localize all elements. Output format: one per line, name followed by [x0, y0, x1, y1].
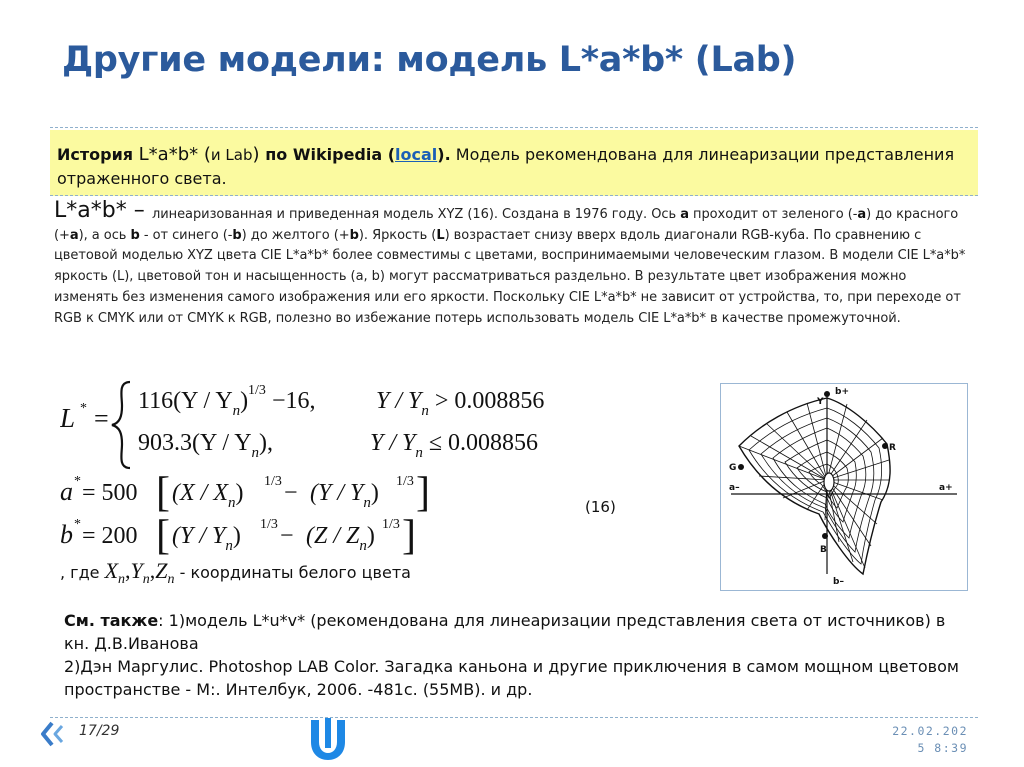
label-r: R: [889, 443, 896, 453]
svg-text:=: =: [94, 404, 109, 433]
lab-diagram-frame: [720, 383, 968, 591]
formula-a-y: $(Y / Y_n)$: [310, 480, 379, 511]
slide-date: [892, 723, 968, 757]
wikipedia-label: по Wikipedia (: [265, 145, 396, 164]
para-seg: a: [69, 227, 79, 243]
label-a-minus: a–: [729, 483, 740, 493]
label-b: B: [820, 545, 827, 555]
radial-mesh: [739, 398, 889, 568]
svg-text:1/3: 1/3: [264, 474, 282, 489]
lab-color-space-diagram: [721, 384, 967, 590]
page-number: 17/29: [79, 723, 120, 739]
diagram-markers: [738, 391, 888, 539]
svg-text:[: [: [156, 513, 170, 559]
and-lab-term: и Lab: [210, 146, 253, 164]
formula-a-label: a: [60, 477, 73, 506]
label-y: Y: [817, 397, 824, 407]
lab-term: L*a*b* (: [138, 144, 211, 165]
title-divider: [50, 127, 978, 128]
para-seg: линеаризованная и приведенная модель XYZ (16). Создана в 1976 году. Ось: [152, 207, 681, 222]
date-line1: 22.02.202: [892, 724, 968, 738]
see-also-line2: 2)Дэн Маргулис. Photoshop LAB Color. Загадка каньона и другие приключения в самом мощном цветовом пространстве - М:. Интелбук, 2006. -481с. (55МВ). и др.: [64, 657, 959, 699]
para-seg: L: [436, 227, 445, 243]
para-seg: a: [680, 207, 689, 222]
formula-l-row1-tail: −16,: [272, 388, 316, 414]
svg-text:]: ]: [416, 470, 430, 516]
svg-text:*: *: [74, 474, 81, 489]
formula-b-y: $(Y / Y_n)$: [172, 523, 241, 554]
navigation-arrows-icon[interactable]: [40, 720, 66, 748]
formula-a-coef: = 500: [82, 480, 138, 506]
see-also-label: См. также: [64, 611, 159, 630]
para-seg: b: [349, 227, 359, 243]
formula-a-x: $(X / X_n)$: [172, 480, 244, 511]
concentric-mesh: [749, 408, 882, 564]
local-link[interactable]: local: [395, 145, 438, 164]
see-also: [64, 609, 964, 701]
link-close: ).: [437, 145, 451, 164]
color-gamut-outline: [739, 398, 890, 574]
para-seg: ). Яркость (: [358, 227, 437, 243]
footer-divider: [50, 717, 978, 718]
svg-text:1/3: 1/3: [260, 517, 278, 532]
formula-l-star: *: [80, 401, 87, 416]
para-seg: ) до красного (+: [54, 207, 959, 243]
svg-text:]: ]: [402, 513, 416, 559]
svg-text:1/3: 1/3: [396, 474, 414, 489]
equation-number: (16): [585, 498, 616, 516]
formula-l-row2: $903.3(Y / Y_n)$,: [138, 430, 274, 461]
para-seg: b: [130, 227, 140, 243]
white-point: [824, 473, 834, 491]
para-seg: проходит от зеленого (-: [688, 207, 858, 222]
curly-brace: [112, 382, 130, 468]
svg-text:−: −: [284, 480, 298, 506]
lab-heading: L*a*b* –: [54, 198, 145, 223]
close-paren: ): [252, 144, 266, 165]
history-label: История: [57, 145, 139, 164]
svg-text:*: *: [74, 517, 81, 532]
formula-b-coef: = 200: [82, 523, 138, 549]
svg-text:−: −: [280, 523, 294, 549]
label-b-minus: b–: [833, 577, 844, 587]
label-b-plus: b+: [835, 387, 849, 397]
para-seg: - от синего (-: [139, 227, 233, 243]
formula-l-label: L: [60, 403, 76, 433]
formula-l-row2-cond: $Y / Y_n \le 0.008856$: [370, 430, 539, 461]
para-seg: ), а ось: [78, 227, 131, 243]
formula-b-label: b: [60, 520, 73, 549]
lab-description: [54, 205, 972, 329]
model-recommendation: Модель рекомендована для линеаризации представления отраженного света.: [57, 145, 955, 188]
para-seg: ) до желтого (+: [241, 227, 350, 243]
para-seg: ) возрастает снизу вверх вдоль диагонали RGB-куба. По сравнению с цветовой моделью XYZ цвета CIE L*a*b* более совместимы с цветами, воспринимаемыми человеческим глазом. В модели CIE L*a*b* яркость (L), цветовой тон и насыщенность (a, b) могут рассматриваться раздельно. В результате цвет изображения можно изменять без изменения самого изображения или его яркости. Поскольку CIE L*a*b* не зависит от устройства, то, при переходе от RGB к CMYK или от CMYK к RGB, полезно во избежание потерь использовать модель CIE L*a*b* в качестве промежуточной.: [54, 227, 966, 326]
white-point-note: , где Xn,Yn,Zn - координаты белого цвета: [60, 558, 411, 587]
formula-b-z: $(Z / Z_n)$: [306, 523, 375, 554]
formula-l-row1: $116(Y / Y_n)$: [138, 388, 249, 419]
university-logo-icon: [307, 716, 349, 762]
label-g: G: [729, 463, 737, 473]
svg-text:1/3: 1/3: [382, 517, 400, 532]
para-seg: b: [232, 227, 242, 243]
highlight-text: [57, 143, 972, 190]
label-a-plus: a+: [939, 483, 953, 493]
slide-title: Другие модели: модель L*a*b* (Lab): [62, 40, 797, 80]
see-also-line1: : 1)модель L*u*v* (рекомендована для линеаризации представления света от источников) в кн. Д.В.Иванова: [64, 611, 946, 653]
svg-text:[: [: [156, 470, 170, 516]
formula-l-row1-exp: 1/3: [248, 383, 266, 398]
lab-formulas: [60, 378, 600, 593]
formula-l-row1-cond: $Y / Y_n > 0.008856$: [376, 388, 545, 419]
date-line2: 5 8:39: [917, 741, 968, 755]
para-seg: a: [857, 207, 867, 222]
